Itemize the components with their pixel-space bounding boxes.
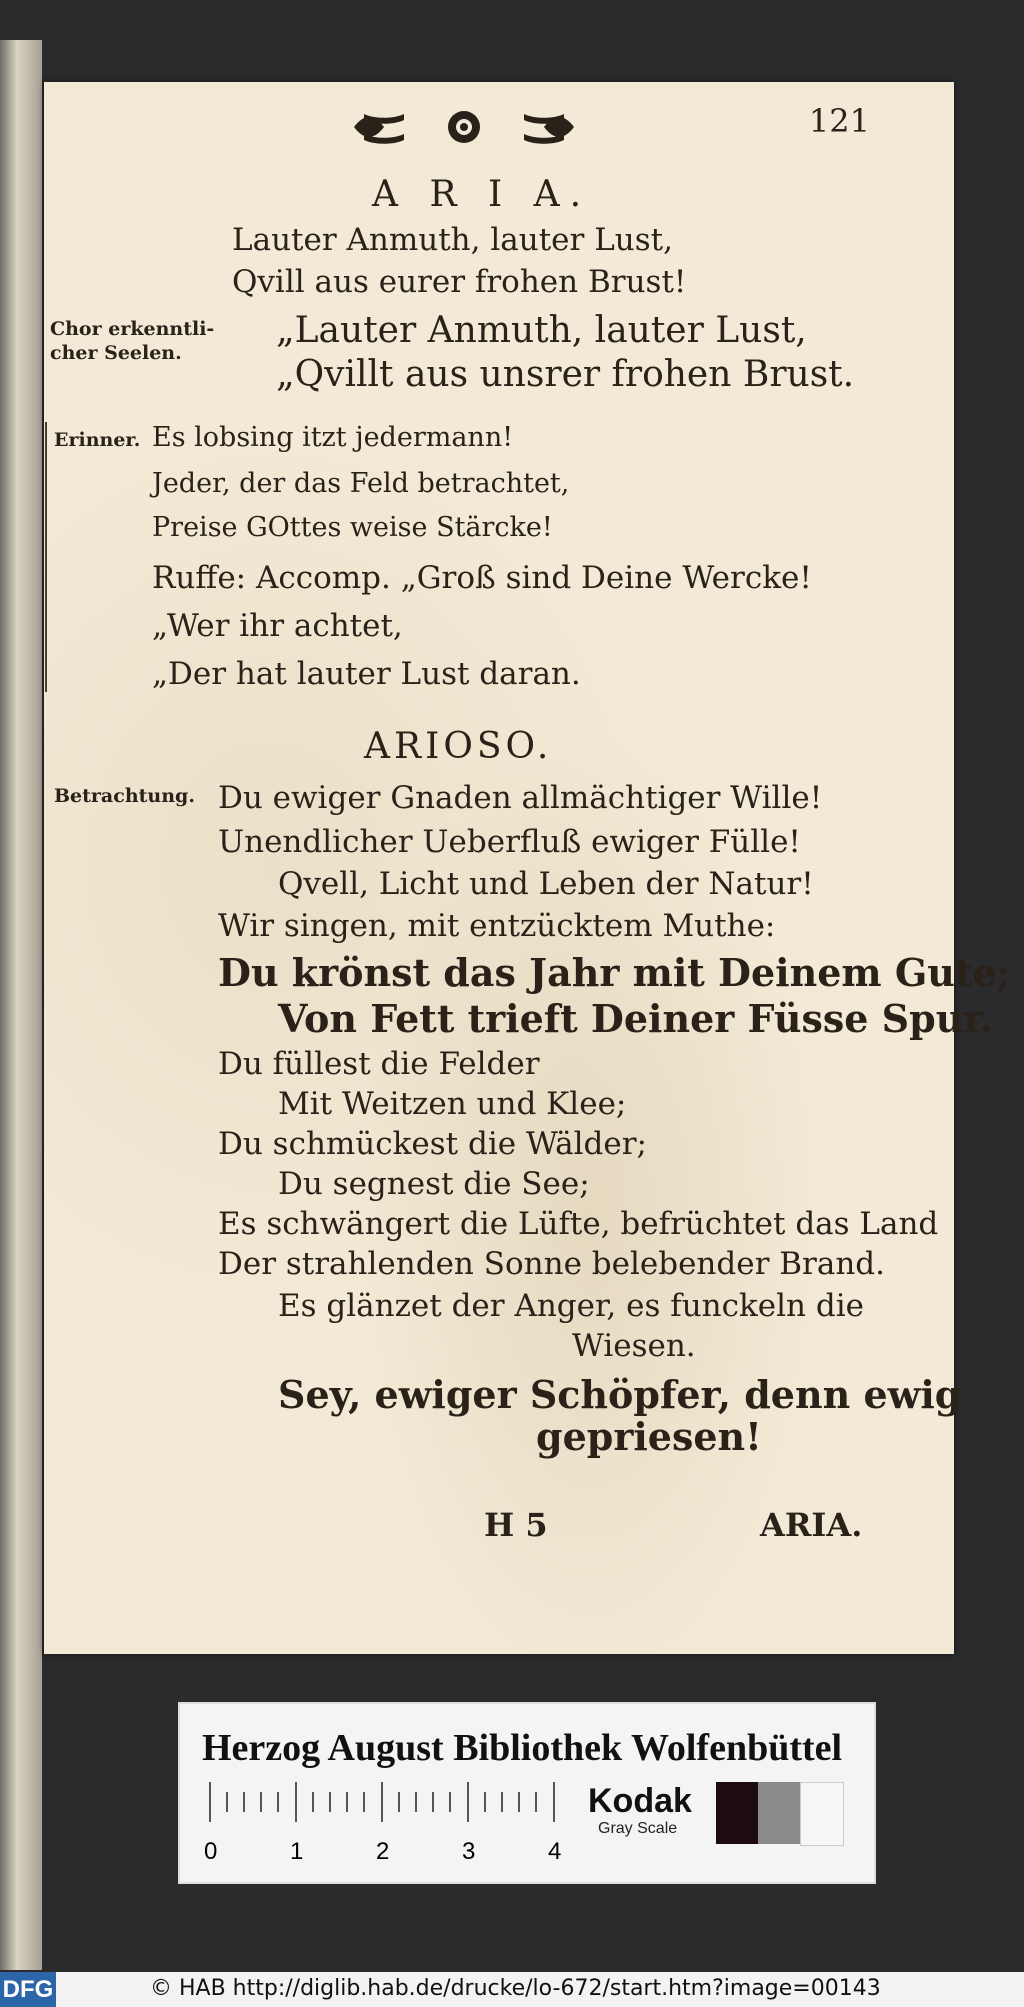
arioso-line: Es schwängert die Lüfte, befrüchtet das Land [218,1206,939,1242]
erinner-line: Es lobsing itzt jedermann! [152,422,514,453]
chor-line: „Qvillt aus unsrer frohen Brust. [276,354,855,395]
gray-scale-label: Gray Scale [598,1820,678,1837]
catchword: ARIA. [760,1506,863,1544]
archive-label [178,1702,876,1884]
arioso-line: Wir singen, mit entzücktem Muthe: [218,908,776,944]
dfg-logo: DFG [0,1972,56,2007]
swatch-black [716,1782,758,1844]
aria-heading: A R I A. [372,174,592,215]
aria-line: Lauter Anmuth, lauter Lust, [232,222,673,258]
margin-note-erinner: Erinner. [54,429,141,451]
copyright-credit[interactable]: © HAB http://diglib.hab.de/drucke/lo-672/start.htm?image=00143 [150,1976,881,2001]
arioso-line: Qvell, Licht und Leben der Natur! [278,866,814,902]
arioso-line-emphasis: Du krönst das Jahr mit Deinem Gute; [218,950,1011,995]
arioso-line: Mit Weitzen und Klee; [278,1086,627,1122]
arioso-line: Du füllest die Felder [218,1046,540,1082]
arioso-line: Unendlicher Ueberfluß ewiger Fülle! [218,824,801,860]
ruler-number: 2 [376,1838,390,1865]
erinner-line: Jeder, der das Feld betrachtet, [152,468,570,499]
erinner-line: Preise GOttes weise Stärcke! [152,512,553,543]
margin-note-chor: Chor erkenntli- cher Seelen. [50,318,215,364]
arioso-line: Der strahlenden Sonne belebender Brand. [218,1246,885,1282]
erinner-line: „Wer ihr achtet, [152,608,403,644]
book-page [44,82,1011,1654]
ruler-number: 1 [290,1838,304,1865]
margin-note-betrachtung: Betrachtung. [54,785,195,807]
ornament-icon [344,102,584,152]
arioso-line: Du schmückest die Wälder; [218,1126,647,1162]
page-number: 121 [808,102,870,140]
arioso-line: Du ewiger Gnaden allmächtiger Wille! [218,780,823,816]
adjacent-page-edge [0,40,42,1970]
scale-ruler [204,1782,582,1840]
aria-line: Qvill aus eurer frohen Brust! [232,264,687,300]
ruler-number: 4 [548,1838,562,1865]
arioso-line-emphasis: Sey, ewiger Schöpfer, denn ewig [278,1372,962,1417]
arioso-line: Es glänzet der Anger, es funckeln die [278,1288,864,1324]
kodak-brand: Kodak [588,1782,692,1820]
erinner-line: „Der hat lauter Lust daran. [152,656,581,692]
swatch-gray [758,1782,800,1844]
arioso-line-emphasis: Von Fett trieft Deiner Füsse Spur. [278,996,994,1041]
arioso-line: Du segnest die See; [278,1166,590,1202]
footer-bar [0,1972,1024,2007]
ruler-number: 3 [462,1838,476,1865]
arioso-line: Wiesen. [572,1328,696,1364]
margin-rule [45,422,47,692]
swatch-white [800,1782,844,1846]
signature-mark: H 5 [484,1506,548,1544]
arioso-line-emphasis: gepriesen! [536,1414,762,1459]
erinner-line: Ruffe: Accomp. „Groß sind Deine Wercke! [152,560,812,596]
arioso-heading: ARIOSO. [364,726,553,767]
chor-line: „Lauter Anmuth, lauter Lust, [276,310,807,351]
library-name: Herzog August Bibliothek Wolfenbüttel [202,1727,843,1769]
ruler-number: 0 [204,1838,218,1865]
